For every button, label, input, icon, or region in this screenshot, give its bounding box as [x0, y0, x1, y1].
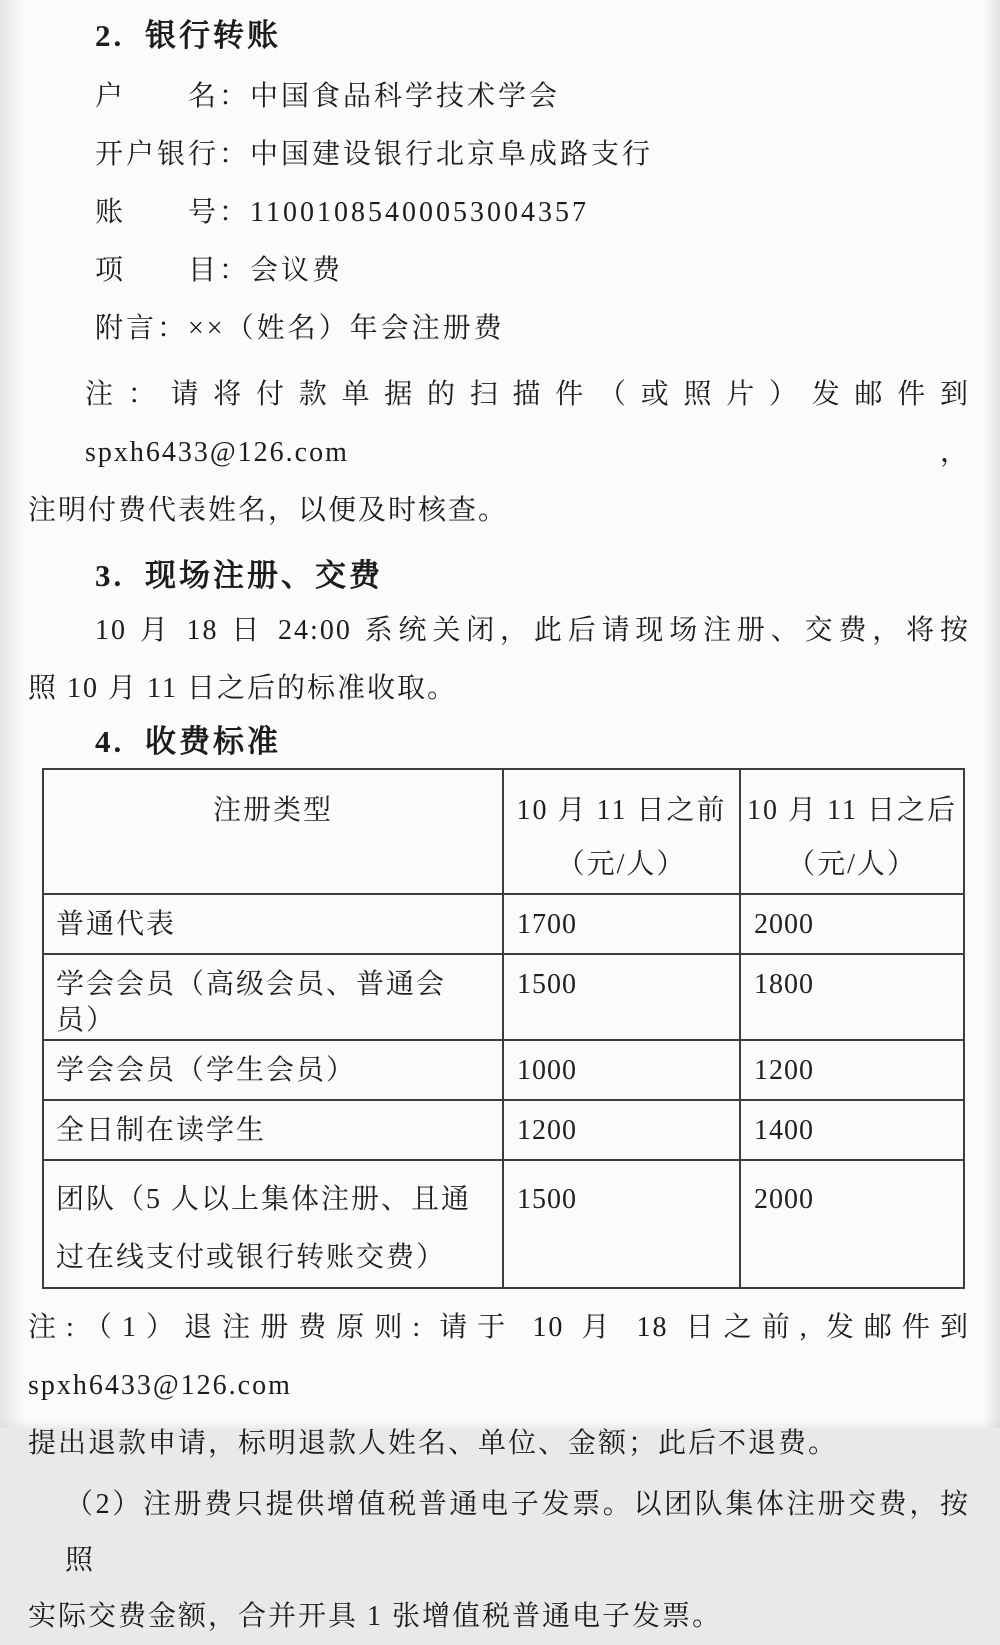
- table-row-student-member: [43, 1040, 964, 1100]
- section-heading-onsite-registration: 3. 现场注册、交费: [95, 558, 383, 593]
- cell-fee-before: 1700: [503, 894, 740, 954]
- section-heading-fee-standard: 4. 收费标准: [95, 724, 281, 759]
- field-bank-name: [95, 126, 970, 184]
- note-line: 提出退款申请，标明退款人姓名、单位、金额；此后不退费。: [28, 1428, 839, 1459]
- field-project: [95, 242, 970, 300]
- table-row-ordinary-delegate: [43, 894, 964, 954]
- field-value: 11001085400053004357: [250, 197, 589, 228]
- header-text: 10 月 11 日之后: [747, 795, 957, 826]
- cell-registration-type: 全日制在读学生: [43, 1100, 503, 1160]
- section-heading-bank-transfer: 2. 银行转账: [95, 18, 281, 53]
- paragraph-line: 10 月 18 日 24:00 系统关闭，此后请现场注册、交费，将按: [95, 615, 970, 646]
- header-unit: （元/人）: [787, 849, 917, 880]
- payment-receipt-note: [28, 366, 970, 540]
- field-account-number: [95, 184, 970, 242]
- cell-registration-type: 学会会员（高级会员、普通会员）: [43, 954, 503, 1040]
- header-text: 注册类型: [212, 795, 333, 826]
- field-value: ××（姓名）年会注册费: [188, 313, 505, 344]
- cell-fee-before: 1200: [503, 1100, 740, 1160]
- note-line: 实际交费金额，合并开具 1 张增值税普通电子发票。: [28, 1601, 723, 1632]
- cell-fee-before: 1500: [503, 1160, 740, 1288]
- note-line: 注明付费代表姓名，以便及时核查。: [28, 495, 509, 526]
- header-unit: （元/人）: [556, 849, 687, 880]
- field-label: 开户银行：: [95, 139, 251, 170]
- table-row-fulltime-student: [43, 1100, 964, 1160]
- field-label: 附言：: [95, 313, 189, 344]
- bank-transfer-fields: [28, 68, 970, 358]
- field-label: 账 号：: [95, 197, 251, 228]
- table-row-society-member: [43, 954, 964, 1040]
- cell-registration-type: 团队（5 人以上集体注册、且通过在线支付或银行转账交费）: [43, 1160, 503, 1288]
- refund-policy-note: [28, 1299, 970, 1473]
- cell-fee-after: 1400: [740, 1100, 964, 1160]
- field-value: 会议费: [250, 255, 344, 286]
- invoice-note: [28, 1477, 970, 1645]
- field-label: 户 名：: [95, 81, 251, 112]
- header-registration-type: [43, 769, 503, 894]
- fee-table: [42, 768, 965, 1289]
- field-value: 中国建设银行北京阜成路支行: [250, 139, 654, 170]
- field-account-name: [95, 68, 970, 126]
- field-label: 项 目：: [95, 255, 251, 286]
- header-before-oct-11: [503, 769, 740, 894]
- cell-registration-type: 普通代表: [43, 894, 503, 954]
- cell-fee-before: 1500: [503, 954, 740, 1040]
- note-line: 注:（1）退注册费原则: 请于 10 月 18 日之前, 发邮件到 spxh6433@126.com: [28, 1312, 970, 1401]
- field-value: 中国食品科学技术学会: [250, 81, 561, 112]
- note-line: 注：请将付款单据的扫描件（或照片）发邮件到 spxh6433@126.com，: [85, 379, 970, 468]
- cell-registration-type: 学会会员（学生会员）: [43, 1040, 503, 1100]
- cell-fee-after: 2000: [740, 1160, 964, 1288]
- header-after-oct-11: [740, 769, 964, 894]
- paragraph-line: 照 10 月 11 日之后的标准收取。: [28, 673, 457, 704]
- cell-fee-before: 1000: [503, 1040, 740, 1100]
- header-text: 10 月 11 日之前: [516, 795, 727, 826]
- onsite-registration-paragraph: [28, 602, 970, 718]
- cell-fee-after: 1800: [740, 954, 964, 1040]
- table-row-group: [43, 1160, 964, 1288]
- cell-fee-after: 2000: [740, 894, 964, 954]
- cell-fee-after: 1200: [740, 1040, 964, 1100]
- fee-table-header-row: [43, 769, 964, 894]
- note-line: （2）注册费只提供增值税普通电子发票。以团队集体注册交费，按照: [65, 1489, 970, 1576]
- field-remark: [95, 300, 970, 358]
